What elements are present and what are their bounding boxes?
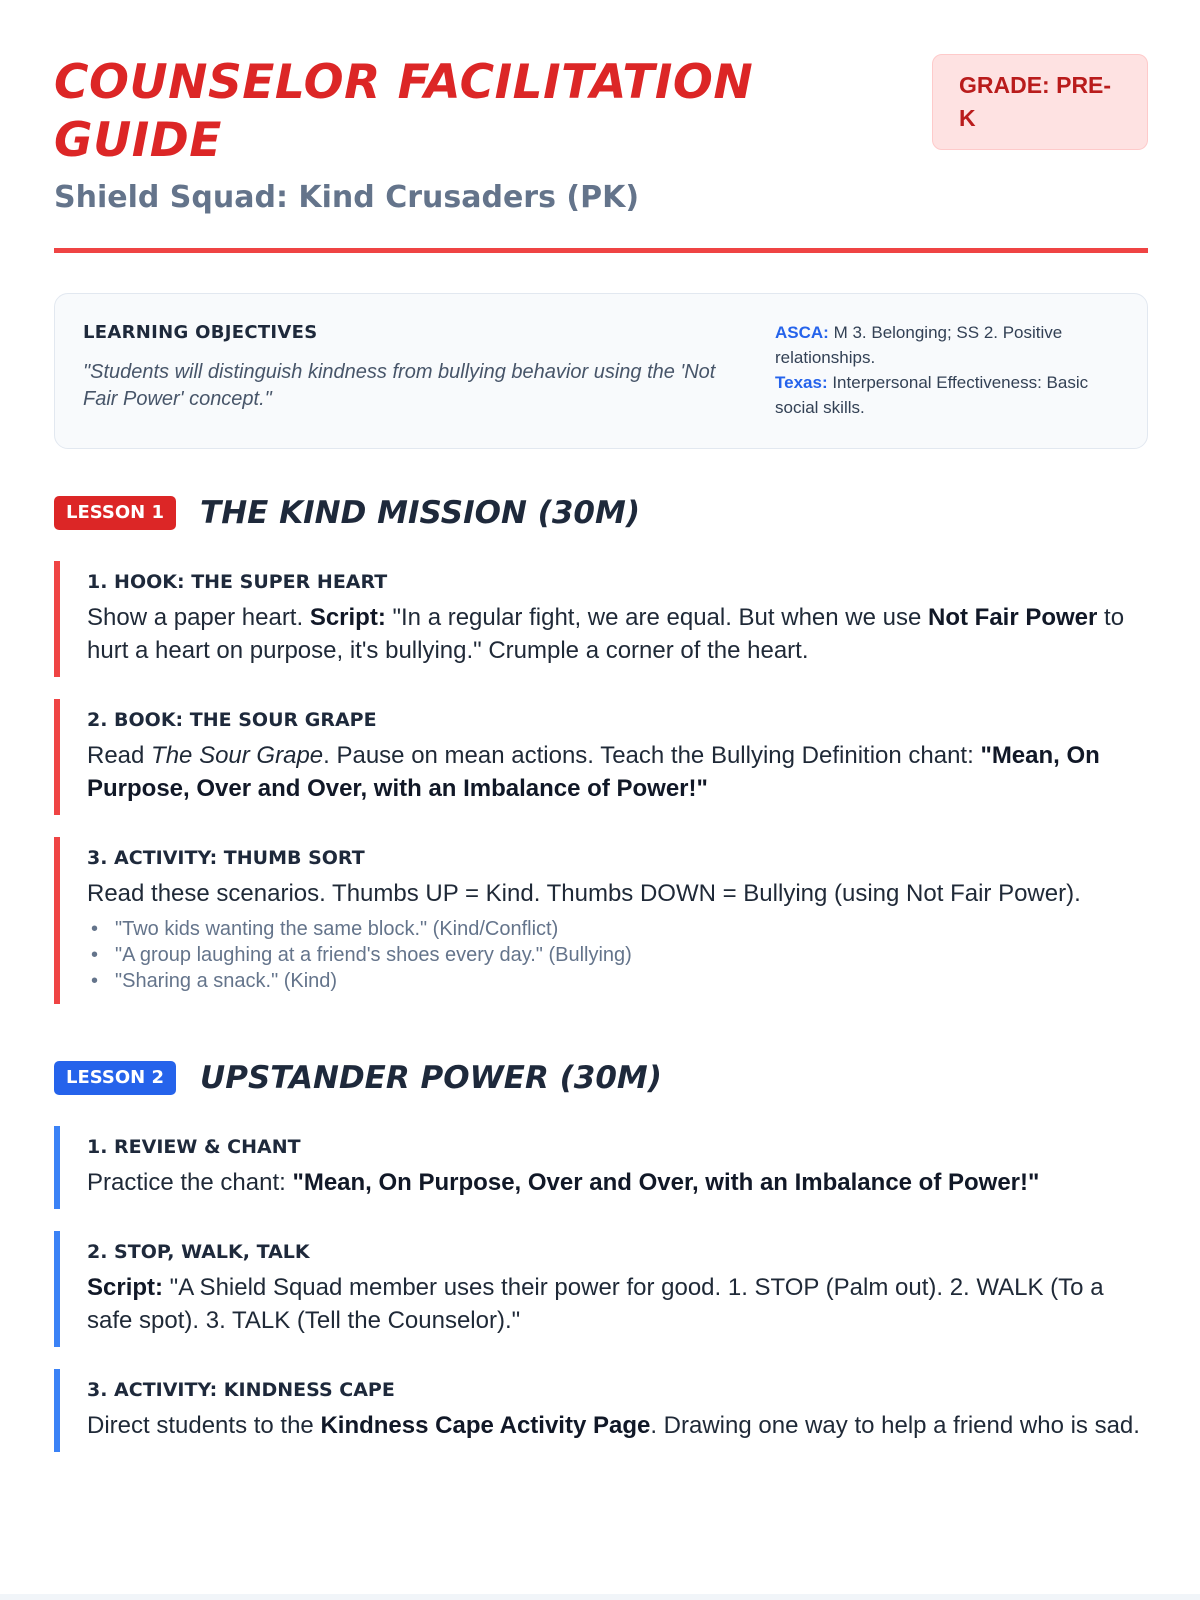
body-text: Show a paper heart. xyxy=(87,604,310,631)
scenario-list xyxy=(87,916,1148,994)
lesson-2-step-review xyxy=(54,1126,1148,1209)
step-body xyxy=(87,1271,1148,1337)
header-divider xyxy=(54,248,1148,253)
step-body: Read these scenarios. Thumbs UP = Kind. Thumbs DOWN = Bullying (using Not Fair Power). xyxy=(87,880,1081,907)
body-text: Read xyxy=(87,742,152,769)
step-title: 1. REVIEW & CHANT xyxy=(87,1136,301,1158)
lesson-1-step-activity xyxy=(54,837,1148,1004)
body-text: to hurt a heart on purpose, it's bullying." Crumple a corner of the heart. xyxy=(87,604,1125,664)
body-bold: "Mean, On Purpose, Over and Over, with an Imbalance of Power!" xyxy=(87,742,1100,802)
lesson-title: THE KIND MISSION (30M) xyxy=(200,495,641,531)
standard-text: Interpersonal Effectiveness: Basic social skills. xyxy=(775,373,1089,417)
lesson-2-step-activity xyxy=(54,1369,1148,1452)
list-item: • "A group laughing at a friend's shoes every day." (Bullying) xyxy=(87,942,1148,968)
list-item: • "Two kids wanting the same block." (Kind/Conflict) xyxy=(87,916,1148,942)
lesson-1-step-hook xyxy=(54,561,1148,677)
body-text: Practice the chant: xyxy=(87,1169,293,1196)
lesson-1-header xyxy=(54,495,1148,531)
body-text: . Pause on mean actions. Teach the Bullying Definition chant: xyxy=(323,742,981,769)
step-title: 3. ACTIVITY: THUMB SORT xyxy=(87,847,365,869)
page-title: COUNSELOR FACILITATION GUIDE xyxy=(54,55,754,168)
body-bold: Script: xyxy=(87,1274,164,1301)
grade-badge: GRADE: PRE-K xyxy=(932,54,1148,150)
body-bold: Script: xyxy=(309,604,386,631)
step-title: 2. BOOK: THE SOUR GRAPE xyxy=(87,709,377,731)
body-bold: Kindness Cape Activity Page xyxy=(320,1412,651,1439)
page-bottom-edge xyxy=(0,1594,1200,1600)
body-bold: Not Fair Power xyxy=(928,604,1098,631)
lesson-1-step-book xyxy=(54,699,1148,815)
objectives-heading: LEARNING OBJECTIVES xyxy=(83,322,318,343)
list-item: • "Sharing a snack." (Kind) xyxy=(87,968,1148,994)
guide-page xyxy=(54,54,1148,1452)
step-body xyxy=(87,1409,1148,1442)
lesson-title: UPSTANDER POWER (30M) xyxy=(200,1060,662,1096)
lesson-2-step-stop-walk-talk xyxy=(54,1231,1148,1347)
lesson-badge: LESSON 2 xyxy=(54,1061,176,1095)
body-text: . Drawing one way to help a friend who is sad. xyxy=(650,1412,1140,1439)
body-bold: "Mean, On Purpose, Over and Over, with an Imbalance of Power!" xyxy=(292,1169,1040,1196)
lesson-2-header xyxy=(54,1060,1148,1096)
body-italic: The Sour Grape xyxy=(151,742,324,769)
step-body xyxy=(87,601,1148,667)
body-text: Direct students to the xyxy=(87,1412,321,1439)
step-title: 2. STOP, WALK, TALK xyxy=(87,1241,310,1263)
objectives-quote: "Students will distinguish kindness from bullying behavior using the 'Not Fair Power' concept." xyxy=(83,361,716,410)
lesson-badge: LESSON 1 xyxy=(54,496,176,530)
learning-objectives-card xyxy=(54,293,1148,449)
page-subtitle: Shield Squad: Kind Crusaders (PK) xyxy=(54,180,640,215)
standard-asca xyxy=(775,320,1125,370)
header xyxy=(54,54,1148,230)
standard-label: Texas: xyxy=(775,373,828,392)
body-text: "A Shield Squad member uses their power for good. 1. STOP (Palm out). 2. WALK (To a safe spot). 3. TALK (Tell the Counselor)." xyxy=(87,1274,1104,1334)
step-title: 3. ACTIVITY: KINDNESS CAPE xyxy=(87,1379,395,1401)
body-text: "In a regular fight, we are equal. But when we use xyxy=(385,604,928,631)
step-body xyxy=(87,1166,1148,1199)
step-title: 1. HOOK: THE SUPER HEART xyxy=(87,571,388,593)
standard-texas xyxy=(775,370,1125,420)
standard-label: ASCA: xyxy=(775,323,829,342)
standards-list xyxy=(775,320,1125,420)
step-body xyxy=(87,739,1148,805)
standard-text: M 3. Belonging; SS 2. Positive relationships. xyxy=(775,323,1063,367)
